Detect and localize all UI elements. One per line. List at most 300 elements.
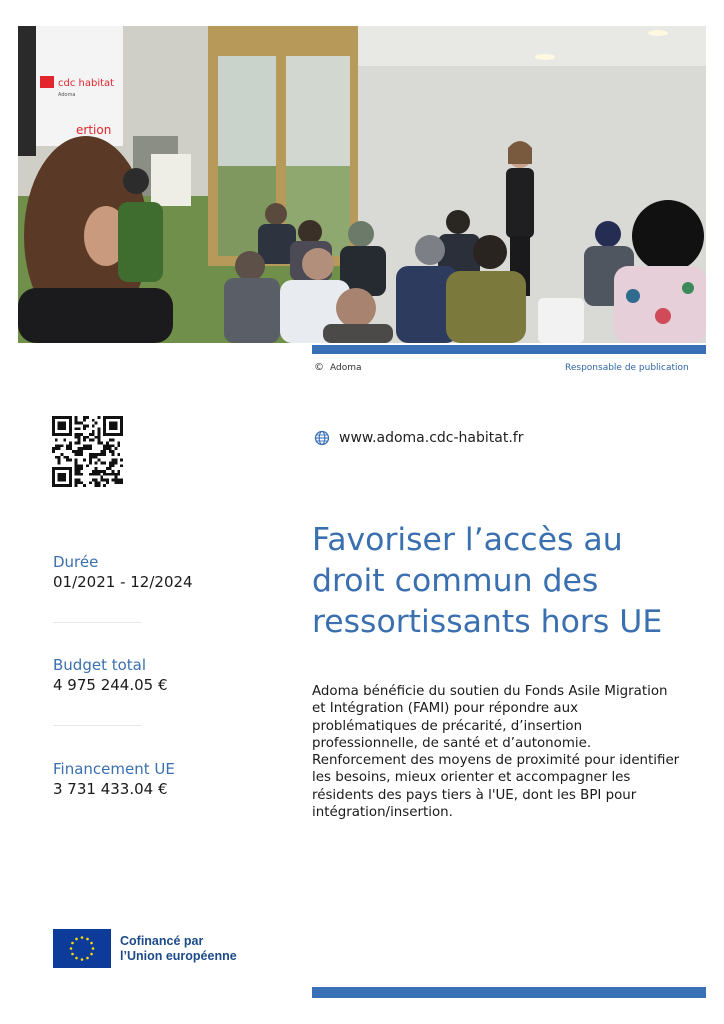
qr-module — [92, 470, 95, 473]
qr-module — [117, 453, 120, 456]
qr-module — [109, 444, 112, 447]
qr-module — [75, 450, 78, 453]
qr-module — [69, 419, 72, 422]
qr-module — [112, 427, 115, 430]
qr-module — [66, 467, 69, 470]
qr-module — [95, 478, 98, 481]
qr-module — [109, 447, 112, 450]
qr-module — [117, 442, 120, 445]
qr-module — [120, 416, 123, 419]
qr-module — [58, 422, 61, 425]
qr-module — [100, 442, 103, 445]
qr-module — [95, 436, 98, 439]
qr-module — [66, 444, 69, 447]
qr-module — [89, 459, 92, 462]
qr-module — [114, 459, 117, 462]
qr-module — [109, 427, 112, 430]
qr-module — [103, 444, 106, 447]
accent-bar-bottom — [312, 987, 706, 998]
qr-module — [86, 464, 89, 467]
eu-line-2: l’Union européenne — [120, 948, 237, 963]
qr-module — [69, 425, 72, 428]
qr-module — [52, 484, 55, 487]
page-title: Favoriser l’accès au droit commun des ressortissants hors UE — [312, 522, 663, 640]
qr-module — [78, 427, 81, 430]
qr-module — [120, 425, 123, 428]
qr-module — [75, 419, 78, 422]
qr-module — [52, 447, 55, 450]
qr-module — [63, 484, 66, 487]
qr-module — [83, 444, 86, 447]
qr-module — [78, 453, 81, 456]
qr-module — [75, 478, 78, 481]
qr-module — [52, 470, 55, 473]
qr-module — [120, 459, 123, 462]
qr-module — [103, 416, 106, 419]
description-text: Adoma bénéficie du soutien du Fonds Asile Migration et Intégration (FAMI) pour répondre aux problématiques de précarité, d’insertion professionnelle, de santé et d’autonomie. Renforcement des moyens de proximité pour identifier les besoins, mieux orienter et accompagner les résidents des pays tiers à l'UE, dont les BPI pour intégration/insertion. — [312, 684, 680, 821]
qr-module — [69, 442, 72, 445]
qr-module — [95, 422, 98, 425]
qr-module — [75, 422, 78, 425]
qr-module — [75, 416, 78, 419]
eu-star — [90, 953, 93, 956]
qr-module — [58, 467, 61, 470]
qr-module — [69, 416, 72, 419]
qr-module — [69, 484, 72, 487]
qr-module — [66, 459, 69, 462]
qr-module — [114, 476, 117, 479]
qr-module — [75, 481, 78, 484]
qr-module — [112, 450, 115, 453]
qr-module — [58, 447, 61, 450]
accent-bar-top — [312, 345, 706, 354]
qr-module — [83, 484, 86, 487]
qr-module — [92, 456, 95, 459]
qr-module — [106, 416, 109, 419]
qr-module — [58, 461, 61, 464]
qr-module — [97, 481, 100, 484]
eu-line-1: Cofinancé par — [120, 933, 204, 948]
qr-module — [63, 439, 66, 442]
qr-module — [89, 433, 92, 436]
eu-funding-value: 3 731 433.04 € — [53, 780, 168, 798]
qr-module — [69, 481, 72, 484]
qr-module — [89, 444, 92, 447]
qr-module — [80, 467, 83, 470]
qr-module — [109, 467, 112, 470]
qr-module — [106, 447, 109, 450]
qr-module — [75, 473, 78, 476]
qr-module — [103, 447, 106, 450]
qr-module — [97, 470, 100, 473]
qr-module — [52, 425, 55, 428]
qr-module — [75, 433, 78, 436]
qr-module — [109, 433, 112, 436]
qr-module — [78, 442, 81, 445]
qr-module — [75, 470, 78, 473]
qr-module — [95, 484, 98, 487]
qr-module — [117, 444, 120, 447]
qr-module — [75, 467, 78, 470]
qr-module — [61, 467, 64, 470]
qr-module — [69, 447, 72, 450]
qr-module — [109, 450, 112, 453]
qr-module — [120, 427, 123, 430]
qr-module — [97, 430, 100, 433]
qr-module — [109, 473, 112, 476]
qr-module — [52, 427, 55, 430]
qr-module — [114, 427, 117, 430]
qr-module — [100, 470, 103, 473]
qr-module — [112, 444, 115, 447]
qr-module — [109, 461, 112, 464]
qr-module — [100, 450, 103, 453]
qr-module — [80, 464, 83, 467]
qr-module — [55, 456, 58, 459]
eu-star — [90, 942, 93, 945]
qr-module — [63, 422, 66, 425]
qr-module — [95, 467, 98, 470]
qr-module — [89, 453, 92, 456]
qr-module — [61, 427, 64, 430]
qr-module — [69, 422, 72, 425]
credit-name: Adoma — [330, 362, 362, 373]
qr-module — [75, 427, 78, 430]
qr-module — [63, 416, 66, 419]
eu-star — [75, 938, 78, 941]
eu-star — [86, 957, 89, 960]
qr-module — [69, 476, 72, 479]
event-photo-illustration — [18, 26, 706, 343]
qr-module — [112, 433, 115, 436]
meta-divider — [53, 622, 141, 623]
eu-star — [92, 947, 95, 950]
banner-brand: cdc habitat — [58, 78, 115, 89]
qr-module — [114, 473, 117, 476]
qr-module — [78, 473, 81, 476]
qr-module — [58, 433, 61, 436]
website-link[interactable] — [314, 430, 523, 446]
qr-module — [78, 422, 81, 425]
qr-module — [112, 461, 115, 464]
qr-module — [80, 450, 83, 453]
eu-star — [81, 936, 84, 939]
qr-module — [55, 433, 58, 436]
qr-module — [95, 481, 98, 484]
qr-module — [97, 427, 100, 430]
qr-module — [92, 425, 95, 428]
qr-module — [114, 422, 117, 425]
qr-module — [52, 450, 55, 453]
qr-module — [75, 461, 78, 464]
qr-module — [120, 422, 123, 425]
qr-module — [52, 419, 55, 422]
qr-module — [69, 459, 72, 462]
qr-module — [66, 484, 69, 487]
qr-module — [75, 453, 78, 456]
qr-module — [69, 444, 72, 447]
qr-module — [80, 481, 83, 484]
qr-module — [89, 439, 92, 442]
qr-module — [114, 478, 117, 481]
duration-label: Durée — [53, 553, 99, 571]
qr-module — [89, 481, 92, 484]
qr-module — [58, 473, 61, 476]
qr-module — [97, 442, 100, 445]
qr-module — [52, 473, 55, 476]
qr-module — [103, 478, 106, 481]
qr-module — [63, 476, 66, 479]
qr-module — [103, 453, 106, 456]
qr-module — [86, 444, 89, 447]
qr-module — [112, 422, 115, 425]
qr-module — [117, 416, 120, 419]
qr-module — [80, 422, 83, 425]
qr-module — [52, 422, 55, 425]
qr-module — [109, 464, 112, 467]
qr-module — [120, 433, 123, 436]
qr-module — [58, 456, 61, 459]
banner-word: ertion — [76, 123, 112, 137]
qr-module — [69, 478, 72, 481]
qr-module — [114, 461, 117, 464]
qr-module — [117, 470, 120, 473]
qr-module — [61, 453, 64, 456]
qr-module — [78, 470, 81, 473]
globe-icon — [314, 430, 330, 446]
qr-module — [89, 473, 92, 476]
duration-value: 01/2021 - 12/2024 — [53, 573, 193, 591]
qr-module — [52, 478, 55, 481]
qr-module — [86, 447, 89, 450]
qr-module — [92, 439, 95, 442]
copyright-icon: © — [314, 362, 324, 373]
qr-module — [52, 476, 55, 479]
photo-credit — [314, 362, 362, 373]
qr-module — [117, 481, 120, 484]
meta-divider — [53, 725, 141, 726]
eu-star — [86, 938, 89, 941]
qr-module — [83, 439, 86, 442]
qr-module — [83, 447, 86, 450]
qr-module — [106, 442, 109, 445]
qr-module — [55, 467, 58, 470]
eu-star — [71, 942, 74, 945]
website-url: www.adoma.cdc-habitat.fr — [339, 430, 524, 446]
qr-module — [69, 433, 72, 436]
qr-module — [92, 453, 95, 456]
qr-module — [109, 439, 112, 442]
qr-module — [100, 461, 103, 464]
qr-module — [55, 416, 58, 419]
qr-module — [69, 473, 72, 476]
qr-module — [75, 484, 78, 487]
qr-module — [75, 436, 78, 439]
qr-module — [83, 436, 86, 439]
qr-module — [95, 453, 98, 456]
publication-responsible: Responsable de publication — [565, 363, 689, 373]
qr-module — [120, 464, 123, 467]
qr-module — [100, 453, 103, 456]
qr-module — [114, 433, 117, 436]
qr-module — [78, 439, 81, 442]
qr-code — [52, 416, 123, 487]
qr-module — [61, 473, 64, 476]
qr-module — [61, 433, 64, 436]
qr-module — [95, 461, 98, 464]
qr-module — [61, 416, 64, 419]
qr-module — [55, 447, 58, 450]
qr-module — [78, 447, 81, 450]
eu-star — [75, 957, 78, 960]
qr-module — [92, 478, 95, 481]
qr-module — [92, 473, 95, 476]
qr-module — [63, 433, 66, 436]
qr-module — [58, 484, 61, 487]
qr-module — [103, 450, 106, 453]
qr-module — [112, 473, 115, 476]
qr-module — [78, 436, 81, 439]
qr-module — [52, 416, 55, 419]
qr-module — [106, 473, 109, 476]
qr-module — [58, 476, 61, 479]
eu-star — [70, 947, 73, 950]
qr-module — [52, 481, 55, 484]
qr-module — [117, 478, 120, 481]
qr-module — [78, 481, 81, 484]
qr-code-graphic — [52, 416, 123, 487]
qr-module — [61, 476, 64, 479]
qr-module — [86, 416, 89, 419]
qr-module — [69, 467, 72, 470]
qr-module — [63, 456, 66, 459]
qr-module — [69, 430, 72, 433]
qr-module — [86, 436, 89, 439]
qr-module — [103, 461, 106, 464]
qr-module — [75, 464, 78, 467]
eu-star — [71, 953, 74, 956]
qr-module — [103, 422, 106, 425]
qr-module — [103, 430, 106, 433]
qr-module — [112, 416, 115, 419]
qr-module — [106, 478, 109, 481]
qr-module — [52, 467, 55, 470]
qr-module — [75, 459, 78, 462]
qr-module — [100, 478, 103, 481]
qr-module — [80, 447, 83, 450]
qr-module — [80, 433, 83, 436]
qr-module — [78, 478, 81, 481]
qr-module — [69, 427, 72, 430]
eu-flag-icon — [53, 929, 111, 968]
qr-module — [61, 478, 64, 481]
qr-module — [78, 464, 81, 467]
qr-module — [83, 425, 86, 428]
qr-module — [112, 470, 115, 473]
qr-module — [103, 433, 106, 436]
qr-module — [106, 444, 109, 447]
budget-value: 4 975 244.05 € — [53, 676, 168, 694]
qr-module — [117, 433, 120, 436]
qr-module — [63, 478, 66, 481]
qr-module — [109, 416, 112, 419]
qr-module — [63, 427, 66, 430]
qr-module — [112, 439, 115, 442]
qr-module — [78, 433, 81, 436]
qr-module — [112, 464, 115, 467]
eu-cofunding-logo — [53, 929, 237, 968]
qr-module — [61, 444, 64, 447]
qr-module — [52, 430, 55, 433]
qr-module — [114, 416, 117, 419]
qr-module — [63, 473, 66, 476]
qr-module — [92, 433, 95, 436]
qr-module — [100, 476, 103, 479]
qr-module — [61, 425, 64, 428]
qr-module — [78, 450, 81, 453]
qr-module — [114, 481, 117, 484]
qr-module — [58, 478, 61, 481]
qr-module — [89, 461, 92, 464]
eu-star — [81, 958, 84, 961]
qr-module — [103, 473, 106, 476]
qr-module — [109, 425, 112, 428]
qr-module — [97, 484, 100, 487]
qr-module — [52, 433, 55, 436]
qr-module — [63, 467, 66, 470]
qr-module — [95, 456, 98, 459]
qr-module — [120, 478, 123, 481]
qr-module — [114, 425, 117, 428]
qr-module — [58, 427, 61, 430]
qr-module — [58, 444, 61, 447]
qr-module — [97, 473, 100, 476]
qr-module — [114, 447, 117, 450]
qr-module — [103, 484, 106, 487]
qr-module — [55, 439, 58, 442]
budget-label: Budget total — [53, 656, 147, 674]
qr-module — [112, 459, 115, 462]
qr-module — [66, 433, 69, 436]
qr-module — [97, 416, 100, 419]
qr-module — [95, 470, 98, 473]
qr-module — [86, 425, 89, 428]
event-photo — [18, 26, 706, 343]
qr-module — [120, 430, 123, 433]
qr-module — [66, 447, 69, 450]
meta-eu-funding — [53, 760, 175, 799]
meta-duration — [53, 553, 193, 592]
qr-module — [112, 425, 115, 428]
qr-module — [92, 419, 95, 422]
qr-module — [83, 416, 86, 419]
qr-module — [103, 425, 106, 428]
qr-module — [89, 456, 92, 459]
eu-funding-label: Financement UE — [53, 760, 175, 778]
qr-module — [66, 456, 69, 459]
qr-module — [80, 473, 83, 476]
qr-module — [72, 450, 75, 453]
qr-module — [97, 459, 100, 462]
qr-module — [83, 459, 86, 462]
qr-module — [97, 439, 100, 442]
qr-module — [109, 422, 112, 425]
qr-module — [58, 459, 61, 462]
qr-module — [58, 416, 61, 419]
qr-module — [103, 470, 106, 473]
banner-sub: Adoma — [58, 92, 76, 98]
qr-module — [78, 467, 81, 470]
